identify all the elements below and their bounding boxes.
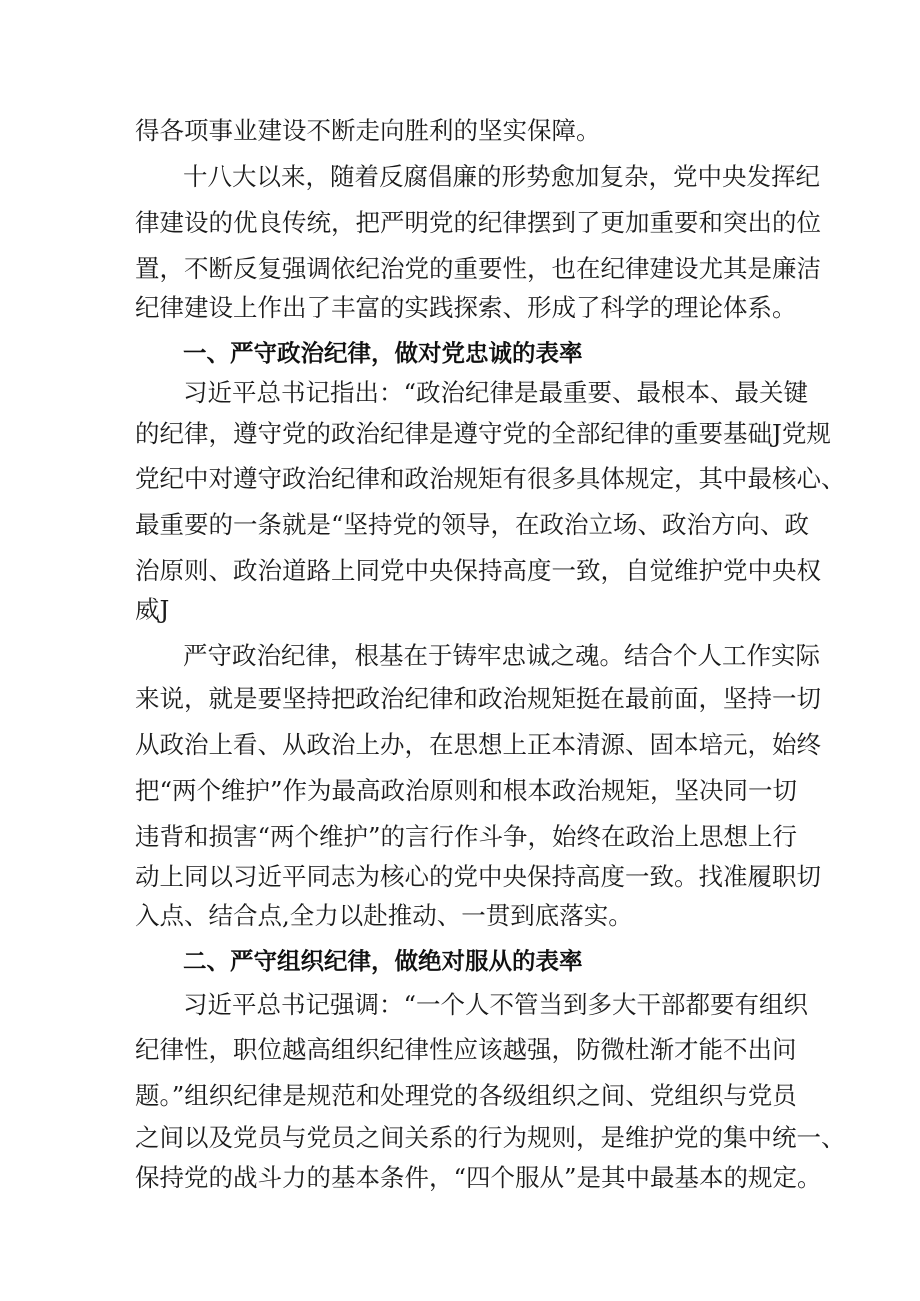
paragraph-line: 纪律性，职位越高组织纪律性应该越强，防微杜渐才能不出问 (135, 1035, 797, 1064)
paragraph-line: 纪律建设上作出了丰富的实践探索、形成了科学的理论体系。 (135, 293, 797, 322)
paragraph-line: 得各项事业建设不断走向胜利的坚实保障。 (135, 116, 601, 145)
paragraph-line: 之间以及党员与党员之间关系的行为规则，是维护党的集中统一、 (135, 1123, 846, 1152)
paragraph-line: 党纪中对遵守政治纪律和政治规矩有很多具体规定，其中最核心、 (135, 464, 846, 493)
paragraph-line: 严守政治纪律，根基在于铸牢忠诚之魂。结合个人工作实际 (183, 641, 820, 670)
paragraph-line: 违背和损害“两个维护”的言行作斗争，始终在政治上思想上行 (135, 822, 798, 851)
section-heading: 一、严守政治纪律，做对党忠诚的表率 (183, 339, 583, 367)
paragraph-line: 保持党的战斗力的基本条件，“四个服从”是其中最基本的规定。 (135, 1163, 822, 1192)
paragraph-line: 把“两个维护”作为最高政治原则和根本政治规矩，坚决同一切 (135, 776, 798, 805)
paragraph-line: 题。”组织纪律是规范和处理党的各级组织之间、党组织与党员 (135, 1081, 797, 1110)
paragraph-line: 最重要的一条就是“坚持党的领导，在政治立场、政治方向、政 (135, 510, 810, 539)
paragraph-line: 治原则、政治道路上同党中央保持高度一致，自觉维护党中央权 (135, 556, 821, 585)
paragraph-line: 置，不断反复强调依纪治党的重要性，也在纪律建设尤其是廉洁 (135, 254, 821, 283)
paragraph-line: 十八大以来，随着反腐倡廉的形势愈加复杂，党中央发挥纪 (183, 162, 820, 191)
paragraph-line: 从政治上看、从政治上办，在思想上正本清源、固本培元，始终 (135, 730, 821, 759)
paragraph-line: 来说，就是要坚持把政治纪律和政治规矩挺在最前面，坚持一切 (135, 684, 821, 713)
paragraph-line: 律建设的优良传统，把严明党的纪律摆到了更加重要和突出的位 (135, 208, 821, 237)
paragraph-line: 习近平总书记指出：“政治纪律是最重要、最根本、最关键 (183, 378, 809, 407)
section-heading: 二、严守组织纪律，做绝对服从的表率 (183, 947, 583, 975)
paragraph-line: 动上同以习近平同志为核心的党中央保持高度一致。找准履职切 (135, 862, 821, 891)
paragraph-line: 入点、结合点,全力以赴推动、一贯到底落实。 (135, 901, 633, 930)
paragraph-line: 威J (135, 595, 170, 624)
paragraph-line: 的纪律，遵守党的政治纪律是遵守党的全部纪律的重要基础J党规 (135, 419, 831, 448)
paragraph-line: 习近平总书记强调：“一个人不管当到多大干部都要有组织 (183, 990, 809, 1019)
